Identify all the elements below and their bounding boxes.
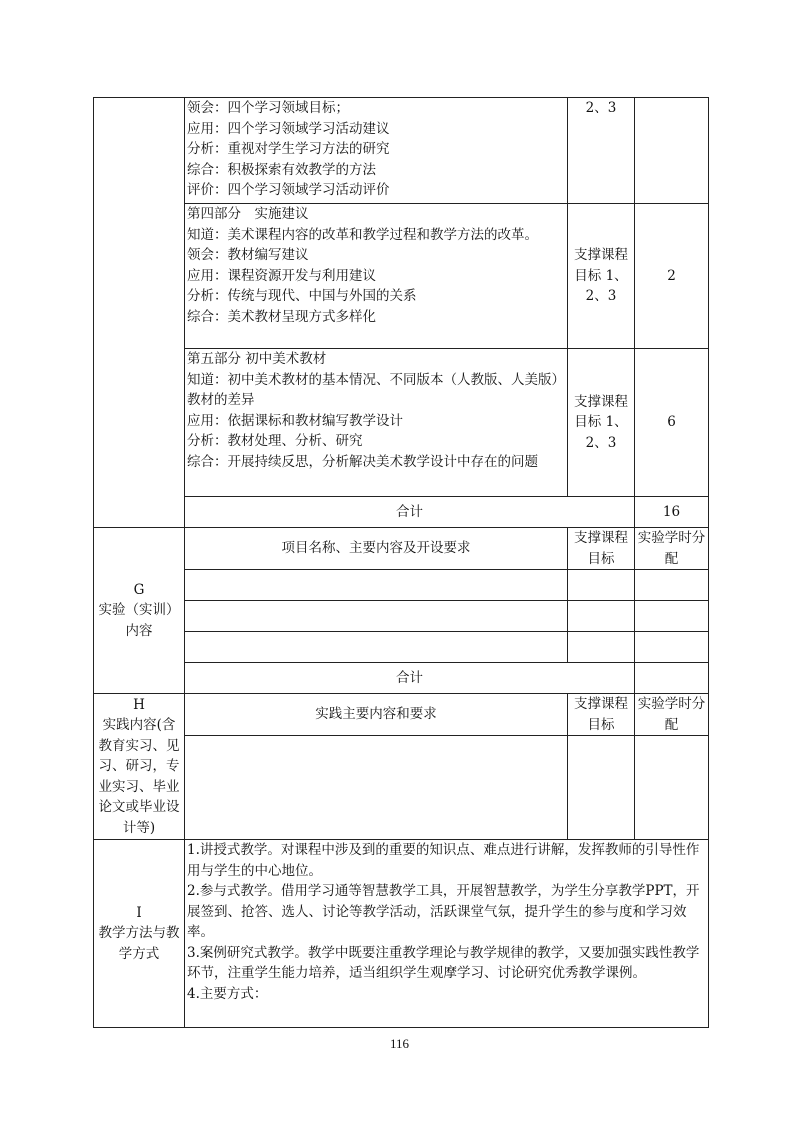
- section-g-empty-row: [94, 570, 709, 601]
- content-line: 应用：依据课标和教材编写教学设计: [187, 412, 403, 429]
- total-value: 16: [635, 497, 709, 528]
- table-row-part4: [94, 204, 709, 349]
- section-g-label: [94, 528, 185, 694]
- total-row: [94, 497, 709, 528]
- content-line: 应用：四个学习领域学习活动建议: [187, 120, 390, 137]
- empty-cell: [635, 570, 709, 601]
- table-row-part3: [94, 98, 709, 204]
- section-i-row: [94, 840, 709, 1028]
- section-g-empty-row: [94, 601, 709, 632]
- section-g-empty-row: [94, 632, 709, 663]
- section-h-header-target: 支撑课程目标: [568, 694, 635, 736]
- content-line: 分析：教材处理、分析、研究: [187, 433, 363, 449]
- content-line: 分析：传统与现代、中国与外国的关系: [187, 288, 417, 304]
- total-label: 合计: [185, 497, 635, 528]
- section-i-label: [94, 840, 185, 1028]
- content-cell-part4: [185, 204, 568, 349]
- content-line: 知道：美术课程内容的改革和教学过程和教学方法的改革。: [187, 226, 538, 243]
- label-cell-empty: [94, 98, 185, 528]
- section-g-header-row: [94, 528, 709, 570]
- section-h-header-hours: 实验学时分配: [635, 694, 709, 736]
- section-g-letter: G: [133, 581, 145, 598]
- target-cell-part3: 2、3: [568, 98, 635, 204]
- empty-cell: [185, 632, 568, 663]
- empty-cell: [635, 736, 709, 840]
- section-h-title: 实践内容(含教育实习、见习、研习，专业实习、毕业论文或毕业设计等): [98, 717, 180, 836]
- content-line: 综合：开展持续反思，分析解决美术教学设计中存在的问题: [187, 453, 538, 470]
- hours-cell-part4: 2: [635, 204, 709, 349]
- content-line: 综合：积极探索有效教学的方法: [187, 161, 376, 178]
- content-line: 综合：美术教材呈现方式多样化: [187, 308, 376, 325]
- content-cell-part5: [185, 349, 568, 497]
- target-cell-part4: 支撑课程目标 1、2、3: [568, 204, 635, 349]
- section-g-header-hours: 实验学时分配: [635, 528, 709, 570]
- section-i-content: [185, 840, 709, 1028]
- content-line: 第五部分 初中美术教材: [187, 351, 327, 367]
- empty-cell: [568, 632, 635, 663]
- content-line: 第四部分 实施建议: [187, 206, 309, 222]
- section-h-header-row: [94, 694, 709, 736]
- course-table: [93, 97, 709, 1028]
- content-line: 领会：教材编写建议: [187, 247, 309, 263]
- content-line: 应用：课程资源开发与利用建议: [187, 267, 376, 284]
- content-line: 评价：四个学习领域学习活动评价: [187, 182, 390, 198]
- section-i-letter: I: [136, 904, 142, 921]
- empty-cell: [635, 632, 709, 663]
- hours-cell-part5: 6: [635, 349, 709, 497]
- section-i-title: 教学方法与教学方式: [98, 925, 180, 962]
- section-g-title: 实验（实训）内容: [98, 602, 180, 639]
- content-line: 知道：初中美术教材的基本情况、不同版本（人教版、人美版）教材的差异: [187, 371, 565, 408]
- paragraph: 3.案例研究式教学。教学中既要注重教学理论与教学规律的教学，又要加强实践性教学环节，注重学生能力培养，适当组织学生观摩学习、讨论研究优秀教学课例。: [187, 944, 700, 981]
- empty-cell: [185, 736, 568, 840]
- section-h-empty-row: [94, 736, 709, 840]
- page-number: 116: [389, 1036, 410, 1051]
- paragraph: 4.主要方式：: [187, 985, 268, 1002]
- empty-cell: [185, 601, 568, 632]
- empty-cell: [568, 570, 635, 601]
- content-cell-part3: [185, 98, 568, 204]
- table-row-part5: [94, 349, 709, 497]
- empty-cell: [185, 570, 568, 601]
- paragraph: 1.讲授式教学。对课程中涉及到的重要的知识点、难点进行讲解，发挥教师的引导性作用与学生的中心地位。: [187, 842, 700, 879]
- paragraph: 2.参与式教学。借用学习通等智慧教学工具，开展智慧教学，为学生分享教学PPT，开展签到、抢答、选人、讨论等教学活动，活跃课堂气氛，提升学生的参与度和学习效率。: [187, 883, 700, 940]
- target-cell-part5: 支撑课程目标 1、2、3: [568, 349, 635, 497]
- section-h-letter: H: [133, 696, 145, 713]
- section-h-label: [94, 694, 185, 840]
- empty-cell: [568, 736, 635, 840]
- section-g-total-label: 合计: [185, 663, 635, 694]
- hours-cell-part3: [635, 98, 709, 204]
- section-g-header-target: 支撑课程目标: [568, 528, 635, 570]
- section-g-total-value: [635, 663, 709, 694]
- content-line: 领会：四个学习领域目标；: [187, 100, 349, 116]
- section-g-header-content: 项目名称、主要内容及开设要求: [185, 528, 568, 570]
- empty-cell: [568, 601, 635, 632]
- section-g-total-row: [94, 663, 709, 694]
- empty-cell: [635, 601, 709, 632]
- section-h-header-content: 实践主要内容和要求: [185, 694, 568, 736]
- content-line: 分析：重视对学生学习方法的研究: [187, 141, 390, 157]
